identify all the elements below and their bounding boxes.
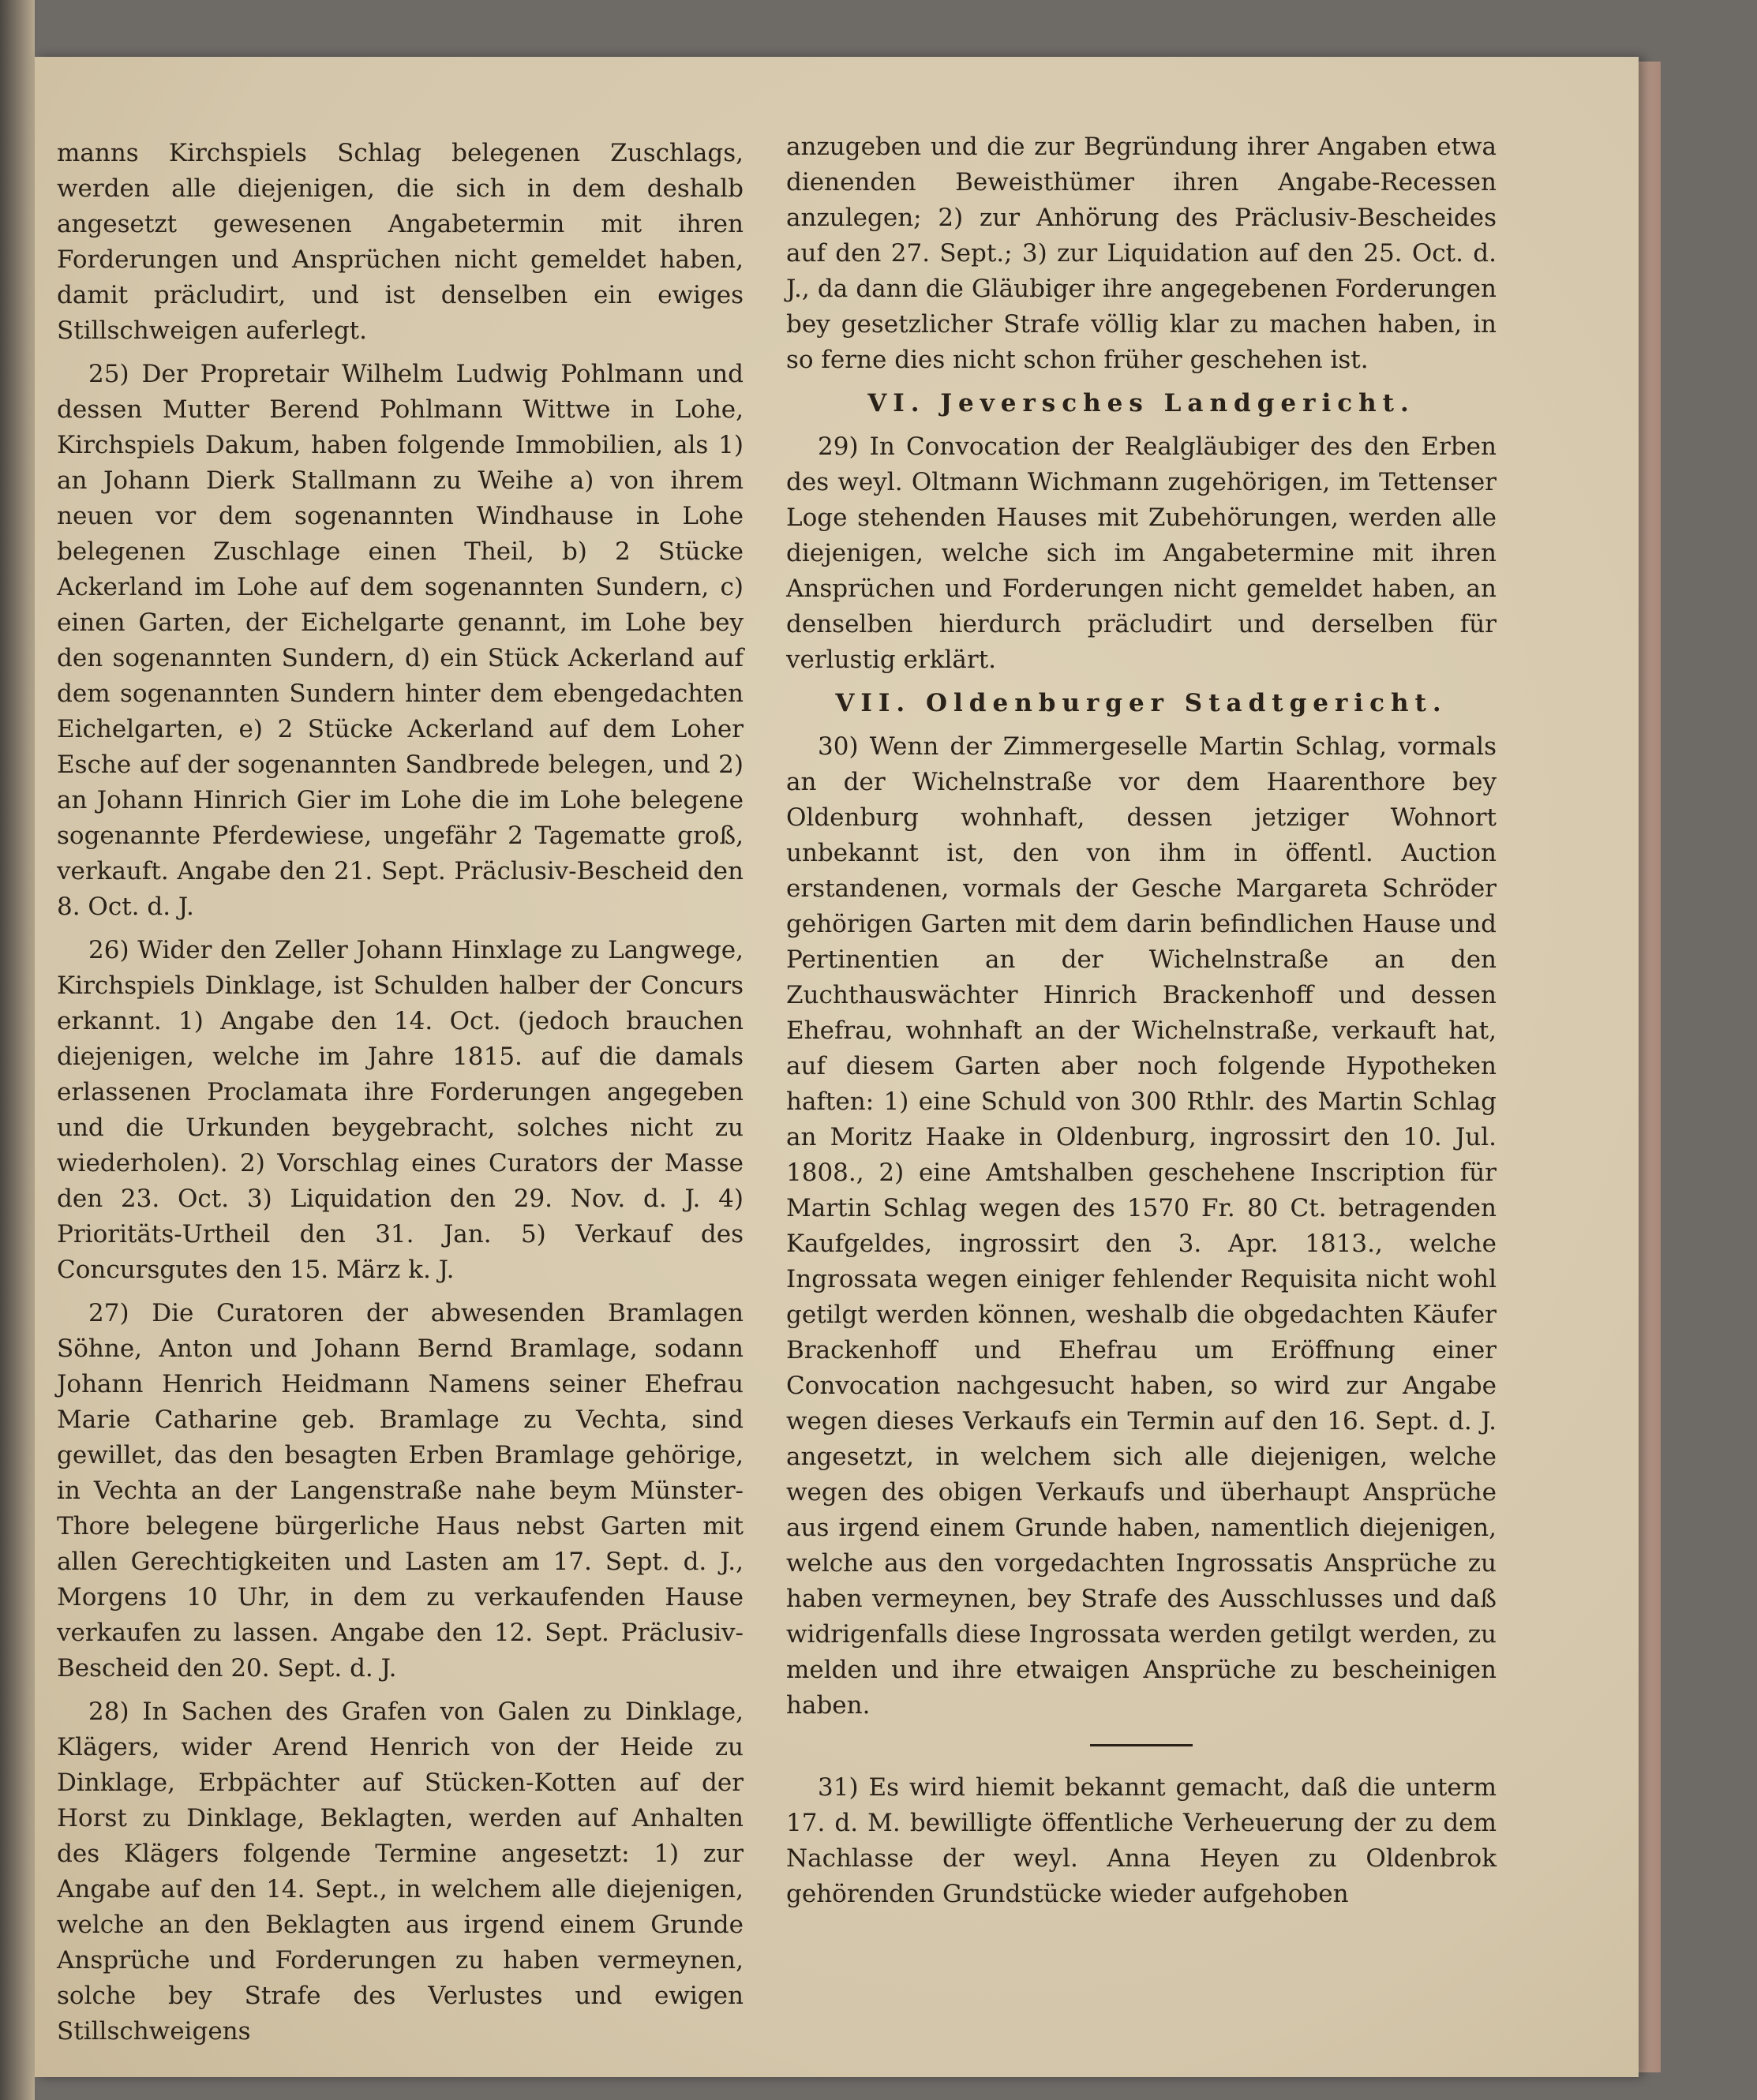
section-divider bbox=[1090, 1744, 1193, 1746]
paragraph-30: 30) Wenn der Zimmergeselle Martin Schlag, vormals an der Wichelnstraße vor dem Haarenthore bey Oldenburg wohnhaft, dessen jetziger Wohnort unbekannt ist, den von ihm in öffentl. Auction erstandenen, vormals der Gesche Margareta Schröder gehörigen Garten mit dem darin befindlichen Hause und Pertinentien an der Wichelnstraße an den Zuchthauswächter Hinrich Brackenhoff und dessen Ehefrau, wohnhaft an der Wichelnstraße, verkauft hat, auf diesem Garten aber noch folgende Hypotheken haften: 1) eine Schuld von 300 Rthlr. des Martin Schlag an Moritz Haake in Oldenburg, ingrossirt den 10. Jul. 1808., 2) eine Amtshalben geschehene Inscription für Martin Schlag wegen des 1570 Fr. 80 Ct. betragenden Kaufgeldes, ingrossirt den 3. Apr. 1813., welche Ingrossata wegen einiger fehlender Requisita nicht wohl getilgt werden können, weshalb die obgedachten Käufer Brackenhoff und Ehefrau um Eröffnung einer Convocation nachgesucht haben, so wird zur Angabe wegen dieses Verkaufs ein Termin auf den 16. Sept. d. J. angesetzt, in welchem sich alle diejenigen, welche wegen des obigen Verkaufs und überhaupt Ansprüche aus irgend einem Grunde haben, namentlich diejenigen, welche aus den vorgedachten Ingrossatis Ansprüche zu haben vermeynen, bey Strafe des Ausschlusses und daß widrigenfalls diese Ingrossata werden getilgt werden, zu melden und ihre etwaigen Ansprüche zu bescheinigen haben. bbox=[786, 732, 1497, 1720]
left-column bbox=[57, 136, 744, 2057]
paragraph-27: 27) Die Curatoren der abwesenden Bramlagen Söhne, Anton und Johann Bernd Bramlage, sodann Johann Henrich Heidmann Namens seiner Ehefrau Marie Catharine geb. Bramlage zu Vechta, sind gewillet, das den besagten Erben Bramlage gehörige, in Vechta an der Langenstraße nahe beym Münster-Thore belegene bürgerliche Haus nebst Garten mit allen Gerechtigkeiten und Lasten am 17. Sept. d. J., Morgens 10 Uhr, in dem zu verkaufenden Hause verkaufen zu lassen. Angabe den 12. Sept. Präclusiv-Bescheid den 20. Sept. d. J. bbox=[57, 1299, 744, 1683]
paragraph-continuation: manns Kirchspiels Schlag belegenen Zuschlags, werden alle diejenigen, die sich in dem deshalb angesetzt gewesenen Angabetermin mit ihren Forderungen und Ansprüchen nicht gemeldet haben, damit präcludirt, und ist denselben ein ewiges Stillschweigen auferlegt. bbox=[57, 139, 744, 345]
section-heading-vii: VII. Oldenburger Stadtgericht. bbox=[835, 689, 1448, 717]
newspaper-page bbox=[35, 57, 1639, 2077]
paragraph-25: 25) Der Propretair Wilhelm Ludwig Pohlmann und dessen Mutter Berend Pohlmann Wittwe in Lohe, Kirchspiels Dakum, haben folgende Immobilien, als 1) an Johann Dierk Stallmann zu Weihe a) von ihrem neuen vor dem sogenannten Windhause in Lohe belegenen Zuschlage einen Theil, b) 2 Stücke Ackerland im Lohe auf dem sogenannten Sundern, c) einen Garten, der Eichelgarte genannt, im Lohe bey den sogenannten Sundern, d) ein Stück Ackerland auf dem sogenannten Sundern hinter dem ebengedachten Eichelgarten, e) 2 Stücke Ackerland auf dem Loher Esche auf der sogenannten Sandbrede belegen, und 2) an Johann Hinrich Gier im Lohe die im Lohe belegene sogenannte Pferdewiese, ungefähr 2 Tagematte groß, verkauft. Angabe den 21. Sept. Präclusiv-Bescheid den 8. Oct. d. J. bbox=[57, 360, 744, 921]
paragraph-31: 31) Es wird hiemit bekannt gemacht, daß die unterm 17. d. M. bewilligte öffentliche Verheuerung der zu dem Nachlasse der weyl. Anna Heyen zu Oldenbrok gehörenden Grundstücke wieder aufgehoben bbox=[786, 1773, 1497, 1908]
paragraph-continuation: anzugeben und die zur Begründung ihrer Angaben etwa dienenden Beweisthümer ihren Angabe-Recessen anzulegen; 2) zur Anhörung des Präclusiv-Bescheides auf den 27. Sept.; 3) zur Liquidation auf den 25. Oct. d. J., da dann die Gläubiger ihre angegebenen Forderungen bey gesetzlicher Strafe völlig klar zu machen haben, in so ferne dies nicht schon früher geschehen ist. bbox=[786, 133, 1497, 374]
right-column bbox=[786, 129, 1497, 1920]
paragraph-29: 29) In Convocation der Realgläubiger des den Erben des weyl. Oltmann Wichmann zugehörigen, im Tettenser Loge stehenden Hauses mit Zubehörungen, werden alle diejenigen, welche sich im Angabetermine mit ihren Ansprüchen und Forderungen nicht gemeldet haben, an denselben hierdurch präcludirt und derselben für verlustig erklärt. bbox=[786, 432, 1497, 674]
left-page-edge bbox=[0, 0, 35, 2100]
page-right-edge bbox=[1639, 62, 1661, 2072]
paragraph-26: 26) Wider den Zeller Johann Hinxlage zu Langwege, Kirchspiels Dinklage, ist Schulden halber der Concurs erkannt. 1) Angabe den 14. Oct. (jedoch brauchen diejenigen, welche im Jahre 1815. auf die damals erlassenen Proclamata ihre Forderungen angegeben und die Urkunden beygebracht, solches nicht zu wiederholen). 2) Vorschlag eines Curators der Masse den 23. Oct. 3) Liquidation den 29. Nov. d. J. 4) Prioritäts-Urtheil den 31. Jan. 5) Verkauf des Concursgutes den 15. März k. J. bbox=[57, 936, 744, 1284]
paragraph-28: 28) In Sachen des Grafen von Galen zu Dinklage, Klägers, wider Arend Henrich von der Heide zu Dinklage, Erbpächter auf Stücken-Kotten auf der Horst zu Dinklage, Beklagten, werden auf Anhalten des Klägers folgende Termine angesetzt: 1) zur Angabe auf den 14. Sept., in welchem alle diejenigen, welche an den Beklagten aus irgend einem Grunde Ansprüche und Forderungen zu haben vermeynen, solche bey Strafe des Verlustes und ewigen Stillschweigens bbox=[57, 1698, 744, 2046]
section-heading-vi: VI. Jeversches Landgericht. bbox=[867, 389, 1415, 417]
